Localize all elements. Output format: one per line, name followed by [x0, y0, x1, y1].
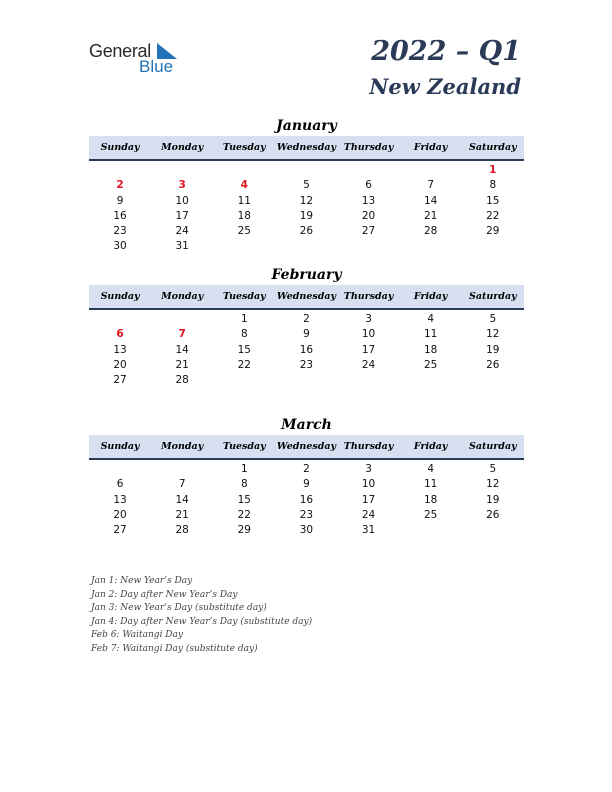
week-row [89, 343, 524, 358]
logo-text-blue: Blue [139, 57, 174, 76]
day-cell: 15 [237, 343, 251, 356]
weekday-label: Tuesday [222, 291, 266, 302]
day-cell: 12 [486, 328, 500, 341]
holiday-notes [91, 575, 312, 657]
page-title: 2022 – Q1 [371, 36, 521, 67]
holiday-note: Feb 6: Waitangi Day [91, 630, 183, 641]
day-cell: 8 [240, 478, 248, 491]
day-cell: 12 [486, 478, 500, 491]
day-cell: 5 [303, 179, 310, 192]
day-cell: 14 [175, 493, 189, 506]
weekday-label: Saturday [468, 291, 517, 302]
day-cell: 26 [486, 508, 500, 521]
day-cell: 9 [303, 328, 310, 341]
week-row [89, 224, 524, 239]
week-row [89, 239, 524, 254]
day-cell: 10 [361, 478, 376, 491]
day-cell: 25 [424, 358, 438, 371]
day-cell: 29 [237, 524, 251, 537]
weekday-label: Monday [161, 142, 204, 153]
day-cell: 25 [237, 225, 251, 238]
logo-text-general: General [89, 41, 151, 61]
week-row [89, 178, 524, 193]
day-cell: 20 [113, 358, 127, 371]
day-cell [151, 163, 213, 178]
weekday-label: Monday [161, 291, 204, 302]
day-cell: 18 [424, 493, 438, 506]
weekday-label: Saturday [468, 142, 517, 153]
weekday-label: Sunday [100, 441, 140, 452]
day-cell: 18 [237, 209, 251, 222]
week-row [89, 163, 524, 178]
day-cell: 14 [424, 194, 438, 207]
weekday-label: Wednesday [276, 142, 337, 153]
weekday-label: Thursday [343, 441, 394, 452]
day-cell [151, 312, 213, 327]
day-cell [338, 163, 400, 178]
week-row [89, 327, 524, 342]
weekday-label: Sunday [100, 291, 140, 302]
day-cell: 22 [237, 508, 251, 521]
weekday-label: Thursday [343, 291, 394, 302]
day-cell: 6 [365, 179, 372, 192]
day-cell: 2 [303, 463, 310, 475]
month-weeks [89, 460, 524, 538]
day-cell: 20 [361, 209, 376, 222]
day-cell: 28 [175, 374, 189, 387]
day-cell [338, 239, 400, 254]
day-cell [400, 523, 462, 538]
weekday-label: Wednesday [276, 291, 337, 302]
day-cell: 1 [489, 164, 497, 176]
weekday-label: Monday [161, 441, 204, 452]
day-cell: 23 [299, 358, 314, 371]
day-cell [462, 523, 524, 538]
weekday-label: Tuesday [222, 441, 266, 452]
day-cell: 13 [361, 194, 376, 207]
day-cell: 17 [361, 493, 376, 506]
month-weeks [89, 161, 524, 255]
day-cell: 16 [113, 209, 127, 222]
day-cell: 30 [299, 524, 314, 537]
day-cell: 10 [361, 328, 376, 341]
day-cell: 21 [424, 209, 438, 222]
day-cell: 4 [427, 463, 435, 475]
day-cell: 24 [361, 508, 376, 521]
week-row [89, 312, 524, 327]
weekday-label: Saturday [468, 441, 517, 452]
day-cell: 2 [303, 313, 310, 325]
holiday-note: Jan 4: Day after New Year’s Day (substitute day) [91, 616, 313, 627]
day-cell: 7 [427, 179, 435, 192]
month-calendar-march [89, 415, 524, 538]
day-cell: 14 [175, 343, 189, 356]
day-cell: 31 [175, 240, 189, 253]
day-cell: 6 [116, 328, 124, 341]
day-cell: 15 [237, 493, 251, 506]
page-subtitle: New Zealand [369, 74, 521, 99]
day-cell: 28 [424, 225, 438, 238]
day-cell: 9 [116, 194, 124, 207]
day-cell: 27 [113, 374, 127, 387]
day-cell [275, 163, 337, 178]
day-cell: 8 [489, 179, 497, 192]
day-cell: 11 [424, 478, 438, 491]
day-cell: 7 [178, 328, 186, 341]
day-cell: 3 [365, 463, 372, 475]
day-cell: 16 [299, 493, 314, 506]
week-row [89, 462, 524, 477]
day-cell: 3 [178, 179, 186, 192]
day-cell: 31 [361, 524, 376, 537]
day-cell [338, 373, 400, 388]
week-row [89, 358, 524, 373]
day-cell: 5 [489, 463, 497, 475]
day-cell: 15 [486, 194, 500, 207]
day-cell [151, 462, 213, 477]
month-title: February [271, 267, 342, 283]
day-cell: 29 [486, 225, 500, 238]
weekday-header [89, 285, 524, 310]
brand-logo [89, 40, 199, 80]
weekday-header [89, 435, 524, 460]
day-cell: 4 [240, 179, 248, 192]
day-cell: 21 [175, 508, 189, 521]
day-cell: 11 [237, 194, 251, 207]
day-cell: 19 [299, 209, 314, 222]
day-cell: 13 [113, 343, 127, 356]
week-row [89, 508, 524, 523]
day-cell: 10 [175, 194, 189, 207]
month-title: January [276, 118, 337, 134]
day-cell [400, 163, 462, 178]
month-calendar-february [89, 265, 524, 388]
day-cell: 23 [113, 225, 127, 238]
weekday-label: Friday [413, 291, 448, 302]
day-cell: 3 [365, 313, 372, 325]
day-cell [400, 239, 462, 254]
day-cell [89, 462, 151, 477]
day-cell: 19 [486, 343, 500, 356]
day-cell: 1 [240, 463, 248, 475]
day-cell: 16 [299, 343, 314, 356]
day-cell [213, 163, 275, 178]
day-cell: 19 [486, 493, 500, 506]
weekday-label: Friday [413, 142, 448, 153]
day-cell [213, 373, 275, 388]
week-row [89, 209, 524, 224]
day-cell: 17 [175, 209, 189, 222]
holiday-note: Jan 1: New Year’s Day [91, 576, 193, 586]
day-cell: 30 [113, 240, 127, 253]
day-cell: 17 [361, 343, 376, 356]
day-cell [275, 239, 337, 254]
weekday-label: Wednesday [276, 441, 337, 452]
holiday-note: Jan 3: New Year’s Day (substitute day) [91, 603, 267, 614]
day-cell: 23 [299, 508, 314, 521]
day-cell: 18 [424, 343, 438, 356]
weekday-label: Thursday [343, 142, 394, 153]
day-cell: 8 [240, 328, 248, 341]
week-row [89, 373, 524, 388]
day-cell: 26 [486, 358, 500, 371]
week-row [89, 194, 524, 209]
month-weeks [89, 310, 524, 388]
day-cell: 1 [240, 313, 248, 325]
week-row [89, 493, 524, 508]
week-row [89, 477, 524, 492]
day-cell: 22 [237, 358, 251, 371]
day-cell: 7 [178, 478, 186, 491]
week-row [89, 523, 524, 538]
month-title: March [281, 417, 332, 433]
day-cell: 27 [113, 524, 127, 537]
day-cell [400, 373, 462, 388]
day-cell: 20 [113, 508, 127, 521]
month-calendar-january [89, 116, 524, 255]
day-cell: 11 [424, 328, 438, 341]
day-cell: 6 [116, 478, 124, 491]
day-cell: 21 [175, 358, 189, 371]
day-cell: 12 [299, 194, 314, 207]
holiday-note: Feb 7: Waitangi Day (substitute day) [91, 643, 258, 654]
weekday-label: Sunday [100, 142, 140, 153]
day-cell [213, 239, 275, 254]
weekday-header [89, 136, 524, 161]
day-cell: 2 [116, 179, 124, 192]
day-cell [89, 163, 151, 178]
day-cell [275, 373, 337, 388]
weekday-label: Friday [413, 441, 448, 452]
holiday-note: Jan 2: Day after New Year’s Day [91, 589, 238, 600]
day-cell [89, 312, 151, 327]
day-cell: 4 [427, 313, 435, 325]
day-cell: 24 [361, 358, 376, 371]
day-cell: 9 [303, 478, 310, 491]
day-cell: 22 [486, 209, 500, 222]
weekday-label: Tuesday [222, 142, 266, 153]
day-cell: 13 [113, 493, 127, 506]
day-cell: 26 [299, 225, 314, 238]
day-cell: 5 [489, 313, 497, 325]
day-cell [462, 373, 524, 388]
day-cell: 24 [175, 225, 189, 238]
day-cell: 27 [361, 225, 376, 238]
day-cell [462, 239, 524, 254]
day-cell: 25 [424, 508, 438, 521]
day-cell: 28 [175, 524, 189, 537]
